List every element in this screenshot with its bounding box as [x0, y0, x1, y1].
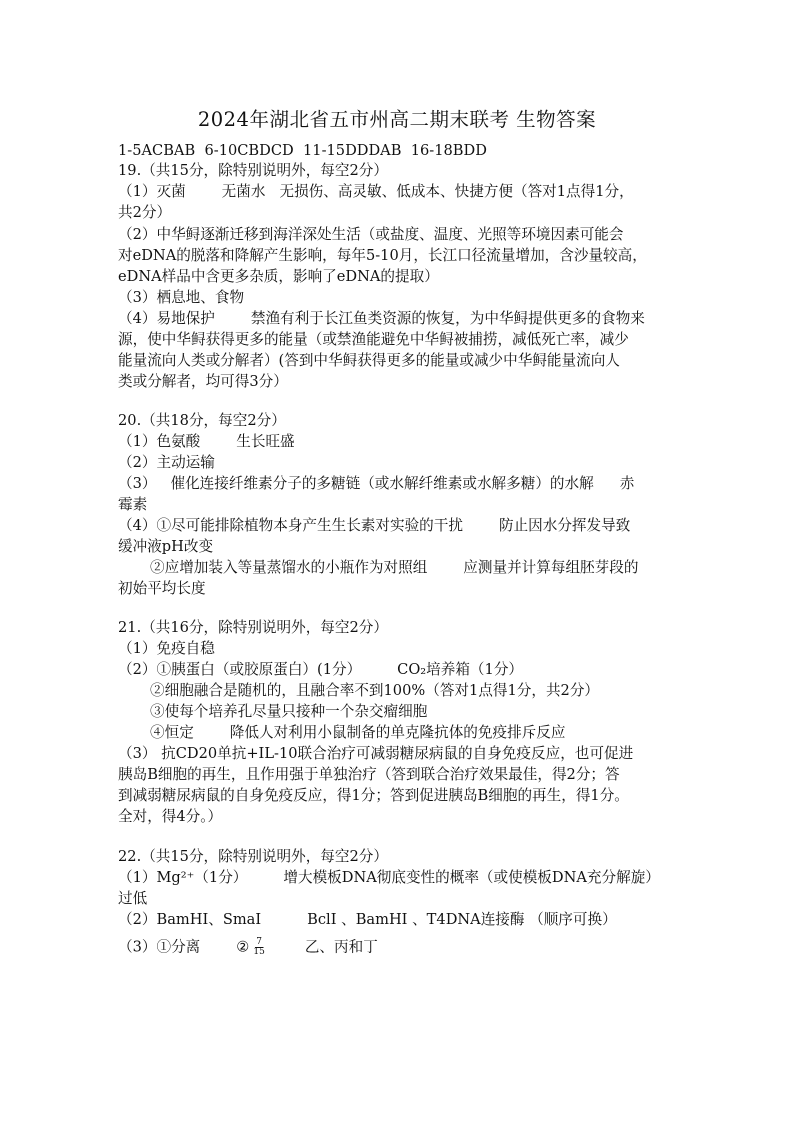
q19-line-3: （3）栖息地、食物: [118, 289, 245, 306]
q21-line-2: （2）①胰蛋白（或胶原蛋白）(1分） CO₂培养箱（1分）: [118, 661, 524, 678]
q19-header: 19.（共15分，除特别说明外，每空2分）: [118, 162, 388, 179]
q21-line-6: （3） 抗CD20单抗+IL-10联合治疗可减弱糖尿病鼠的自身免疫反应，也可促进: [118, 745, 634, 762]
q22-header: 22.（共15分，除特别说明外，每空2分）: [118, 848, 388, 865]
q20-line-3: （3） 催化连接纤维素分子的多糖链（或水解纤维素或水解多糖）的水解 赤: [118, 475, 635, 492]
q21-line-6-cont3: 全对，得4分。）: [118, 808, 223, 825]
q19-line-4-cont: 源，使中华鲟获得更多的能量（或禁渔能避免中华鲟被捕捞，减低死亡率，减少: [118, 331, 629, 348]
q22-line-1: （1）Mg²⁺（1分） 增大模板DNA彻底变性的概率（或使模板DNA充分解旋）: [118, 869, 660, 886]
q21-line-1: （1）免疫自稳: [118, 640, 215, 657]
q20-line-1: （1）色氨酸 生长旺盛: [118, 433, 295, 450]
q22-line-3: （3）①分离 ② $\frac{7}{15}$ 乙、丙和丁: [118, 937, 378, 957]
page-title: 2024年湖北省五市州高二期末联考 生物答案: [197, 108, 597, 131]
q21-line-5: ④恒定 降低人对利用小鼠制备的单克隆抗体的免疫排斥反应: [150, 724, 566, 741]
q19-line-4-cont3: 类或分解者，均可得3分）: [118, 373, 288, 390]
fraction-denominator: 15: [253, 947, 265, 957]
q19-line-2-cont2: eDNA样品中含更多杂质，影响了eDNA的提取）: [118, 268, 439, 285]
q21-line-4: ③使每个培养孔尽量只接种一个杂交瘤细胞: [150, 703, 428, 720]
q19-line-1-cont: 共2分）: [118, 204, 172, 221]
multiple-choice-answers: 1-5ACBAB 6-10CBDCD 11-15DDDAB 16-18BDD: [118, 142, 487, 159]
q20-line-5: ②应增加装入等量蒸馏水的小瓶作为对照组 应测量并计算每组胚芽段的: [150, 559, 639, 576]
q22-line-1-cont: 过低: [118, 890, 148, 907]
q21-header: 21.（共16分，除特别说明外，每空2分）: [118, 619, 388, 636]
q19-line-1: （1）灭菌 无菌水 无损伤、高灵敏、低成本、快捷方便（答对1点得1分，: [118, 183, 634, 200]
q20-line-2: （2）主动运输: [118, 454, 215, 471]
q22-line-2: （2）BamHI、SmaI BclI 、BamHI 、T4DNA连接酶 （顺序可换）: [118, 911, 617, 928]
q20-line-4: （4）①尽可能排除植物本身产生生长素对实验的干扰 防止因水分挥发导致: [118, 517, 631, 534]
q19-line-2-cont: 对eDNA的脱落和降解产生影响，每年5-10月，长江口径流量增加，含沙量较高，: [118, 247, 647, 264]
q21-line-6-cont: 胰岛B细胞的再生，且作用强于单独治疗（答到联合治疗效果最佳，得2分；答: [118, 766, 620, 783]
q20-line-3-cont: 霉素: [118, 496, 148, 513]
q21-line-3: ②细胞融合是随机的，且融合率不到100%（答对1点得1分，共2分）: [150, 682, 600, 699]
q19-line-4: （4）易地保护 禁渔有利于长江鱼类资源的恢复，为中华鲟提供更多的食物来: [118, 310, 645, 327]
fraction: [252, 938, 265, 957]
q19-line-4-cont2: 能量流向人类或分解者）(答到中华鲟获得更多的能量或减少中华鲟能量流向人: [118, 352, 620, 369]
q20-line-4-cont: 缓冲液pH改变: [118, 538, 214, 555]
fraction-numerator: 7: [256, 937, 262, 947]
q20-header: 20.（共18分，每空2分）: [118, 412, 286, 429]
q20-line-5-cont: 初始平均长度: [118, 580, 206, 597]
q21-line-6-cont2: 到减弱糖尿病鼠的自身免疫反应，得1分；答到促进胰岛B细胞的再生，得1分。: [118, 787, 629, 804]
q19-line-2: （2）中华鲟逐渐迁移到海洋深处生活（或盐度、温度、光照等环境因素可能会: [118, 226, 624, 243]
